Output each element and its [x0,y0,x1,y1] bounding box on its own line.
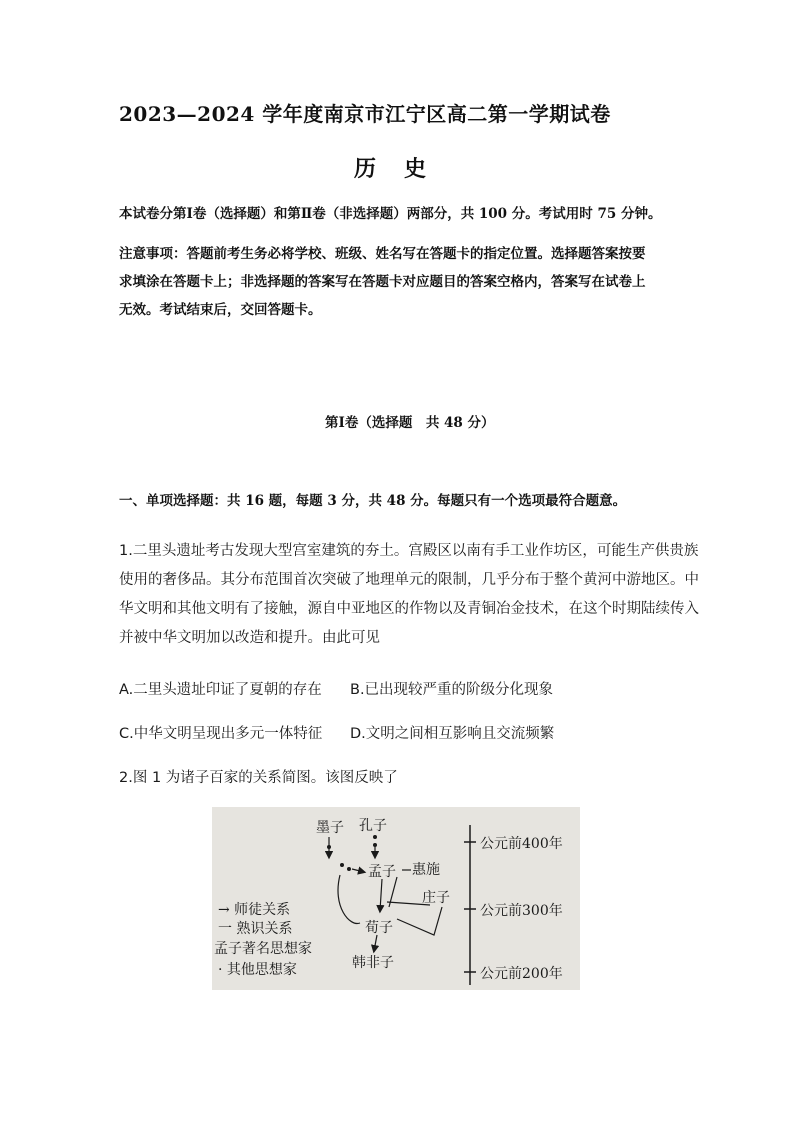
diagram-svg [212,807,580,990]
question-2-stem: 2.图 1 为诸子百家的关系简图。该图反映了 [119,770,398,786]
exam-title: 2023—2024 学年度南京市江宁区高二第一学期试卷 [119,102,611,126]
notice-line: 求填涂在答题卡上；非选择题的答案写在答题卡对应题目的答案空格内，答案写在试卷上 [119,274,646,290]
legend-teacher-student: → 师徒关系 [218,902,291,918]
question-1-stem [119,537,699,653]
node-zhuangzi: 庄子 [422,890,450,906]
question-1-line: 1.二里头遗址考古发现大型宫室建筑的夯土。宫殿区以南有手工业作坊区，可能生产供贵族 [119,543,699,559]
timeline-label-200: 公元前200年 [480,966,563,982]
subject-title: 历史 [354,156,455,182]
legend-acquaintance: 一 熟识关系 [218,921,293,937]
question-1-option-a: A.二里头遗址印证了夏朝的存在 [119,682,322,698]
section-title: 一、单项选择题：共 16 题，每题 3 分，共 48 分。每题只有一个选项最符合题意。 [119,493,627,509]
notice-line: 注意事项：答题前考生务必将学校、班级、姓名写在答题卡的指定位置。选择题答案按要 [119,246,646,262]
legend-famous-thinker: 孟子著名思想家 [214,941,312,957]
part-title: 第Ⅰ卷（选择题 共 48 分） [325,415,495,431]
timeline-label-400: 公元前400年 [480,836,563,852]
node-mozi: 墨子 [316,820,344,836]
legend-other-thinker: · 其他思想家 [218,962,297,978]
node-xunzi: 荀子 [365,920,393,936]
question-1-line: 并被中华文明加以改造和提升。由此可见 [119,630,380,646]
node-huishi: 惠施 [412,862,440,878]
exam-intro: 本试卷分第Ⅰ卷（选择题）和第Ⅱ卷（非选择题）两部分，共 100 分。考试用时 75 分钟。 [119,206,662,222]
node-kongzi: 孔子 [359,818,387,834]
question-1-option-d: D.文明之间相互影响且交流频繁 [350,726,555,742]
node-mengzi: 孟子 [368,864,396,880]
node-hanfeizi: 韩非子 [352,955,394,971]
question-1-option-b: B.已出现较严重的阶级分化现象 [350,682,554,698]
question-1-option-c: C.中华文明呈现出多元一体特征 [119,726,323,742]
figure-1-philosophers-diagram [212,807,580,990]
notice-line: 无效。考试结束后，交回答题卡。 [119,302,322,318]
notice-block [119,240,689,324]
timeline-label-300: 公元前300年 [480,903,563,919]
question-1-line: 使用的奢侈品。其分布范围首次突破了地理单元的限制，几乎分布于整个黄河中游地区。中 [119,572,699,588]
question-1-line: 华文明和其他文明有了接触，源自中亚地区的作物以及青铜冶金技术，在这个时期陆续传入 [119,601,699,617]
